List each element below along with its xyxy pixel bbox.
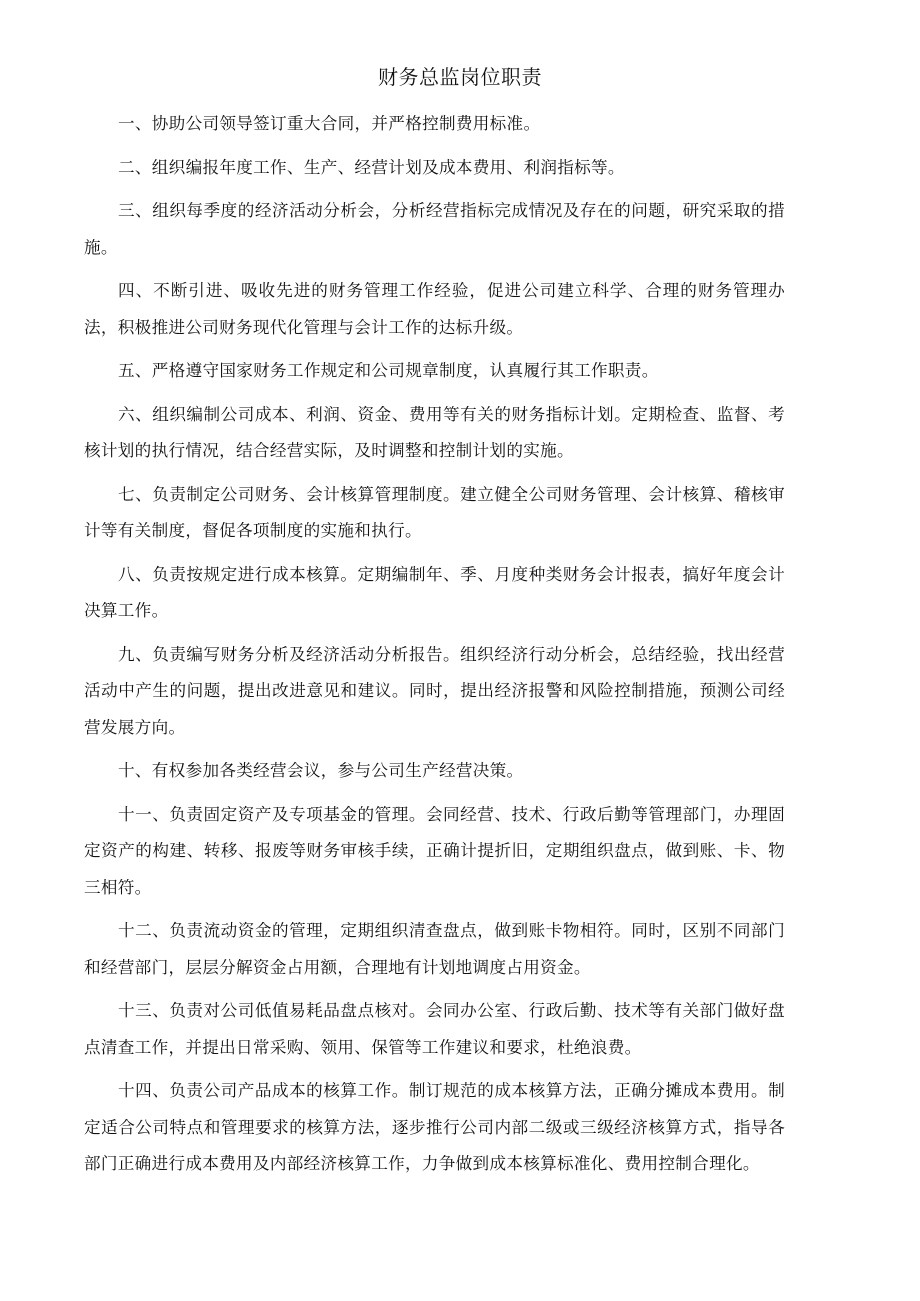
- duty-item: 十四、负责公司产品成本的核算工作。制订规范的成本核算方法，正确分摊成本费用。制定适合公司特点和管理要求的核算方法，逐步推行公司内部二级或三级经济核算方式，指导各部门正确进行成本费用及内部经济核算工作，力争做到成本核算标准化、费用控制合理化。: [84, 1081, 785, 1173]
- duty-item: 六、组织编制公司成本、利润、资金、费用等有关的财务指标计划。定期检查、监督、考核计划的执行情况，结合经营实际，及时调整和控制计划的实施。: [84, 404, 785, 460]
- duty-item: 五、严格遵守国家财务工作规定和公司规章制度，认真履行其工作职责。: [118, 361, 659, 380]
- duty-item: 四、不断引进、吸收先进的财务管理工作经验，促进公司建立科学、合理的财务管理办法，积极推进公司财务现代化管理与会计工作的达标升级。: [84, 281, 785, 337]
- document-body: [84, 106, 785, 1190]
- duty-item: 十二、负责流动资金的管理，定期组织清查盘点，做到账卡物相符。同时，区别不同部门和经营部门，层层分解资金占用额，合理地有计划地调度占用资金。: [84, 921, 785, 977]
- duty-item: 十一、负责固定资产及专项基金的管理。会同经营、技术、行政后勤等管理部门，办理固定资产的构建、转移、报废等财务审核手续，正确计提折旧，定期组织盘点，做到账、卡、物三相符。: [84, 804, 785, 897]
- duty-item: 九、负责编写财务分析及经济活动分析报告。组织经济行动分析会，总结经验，找出经营活动中产生的问题，提出改进意见和建议。同时，提出经济报警和风险控制措施，预测公司经营发展方向。: [84, 644, 785, 737]
- duty-item: 八、负责按规定进行成本核算。定期编制年、季、月度种类财务会计报表，搞好年度会计决算工作。: [84, 564, 785, 620]
- page-title: 财务总监岗位职责: [378, 65, 542, 89]
- duty-item: 七、负责制定公司财务、会计核算管理制度。建立健全公司财务管理、会计核算、稽核审计等有关制度，督促各项制度的实施和执行。: [84, 484, 785, 540]
- duty-item: 三、组织每季度的经济活动分析会，分析经营指标完成情况及存在的问题，研究采取的措施。: [84, 201, 785, 257]
- duty-item: 十三、负责对公司低值易耗品盘点核对。会同办公室、行政后勤、技术等有关部门做好盘点清查工作，并提出日常采购、领用、保管等工作建议和要求，杜绝浪费。: [84, 1001, 785, 1057]
- duty-item: 二、组织编报年度工作、生产、经营计划及成本费用、利润指标等。: [118, 157, 625, 177]
- duty-item: 一、协助公司领导签订重大合同，并严格控制费用标准。: [118, 114, 541, 133]
- duty-item: 十、有权参加各类经营会议，参与公司生产经营决策。: [118, 761, 524, 780]
